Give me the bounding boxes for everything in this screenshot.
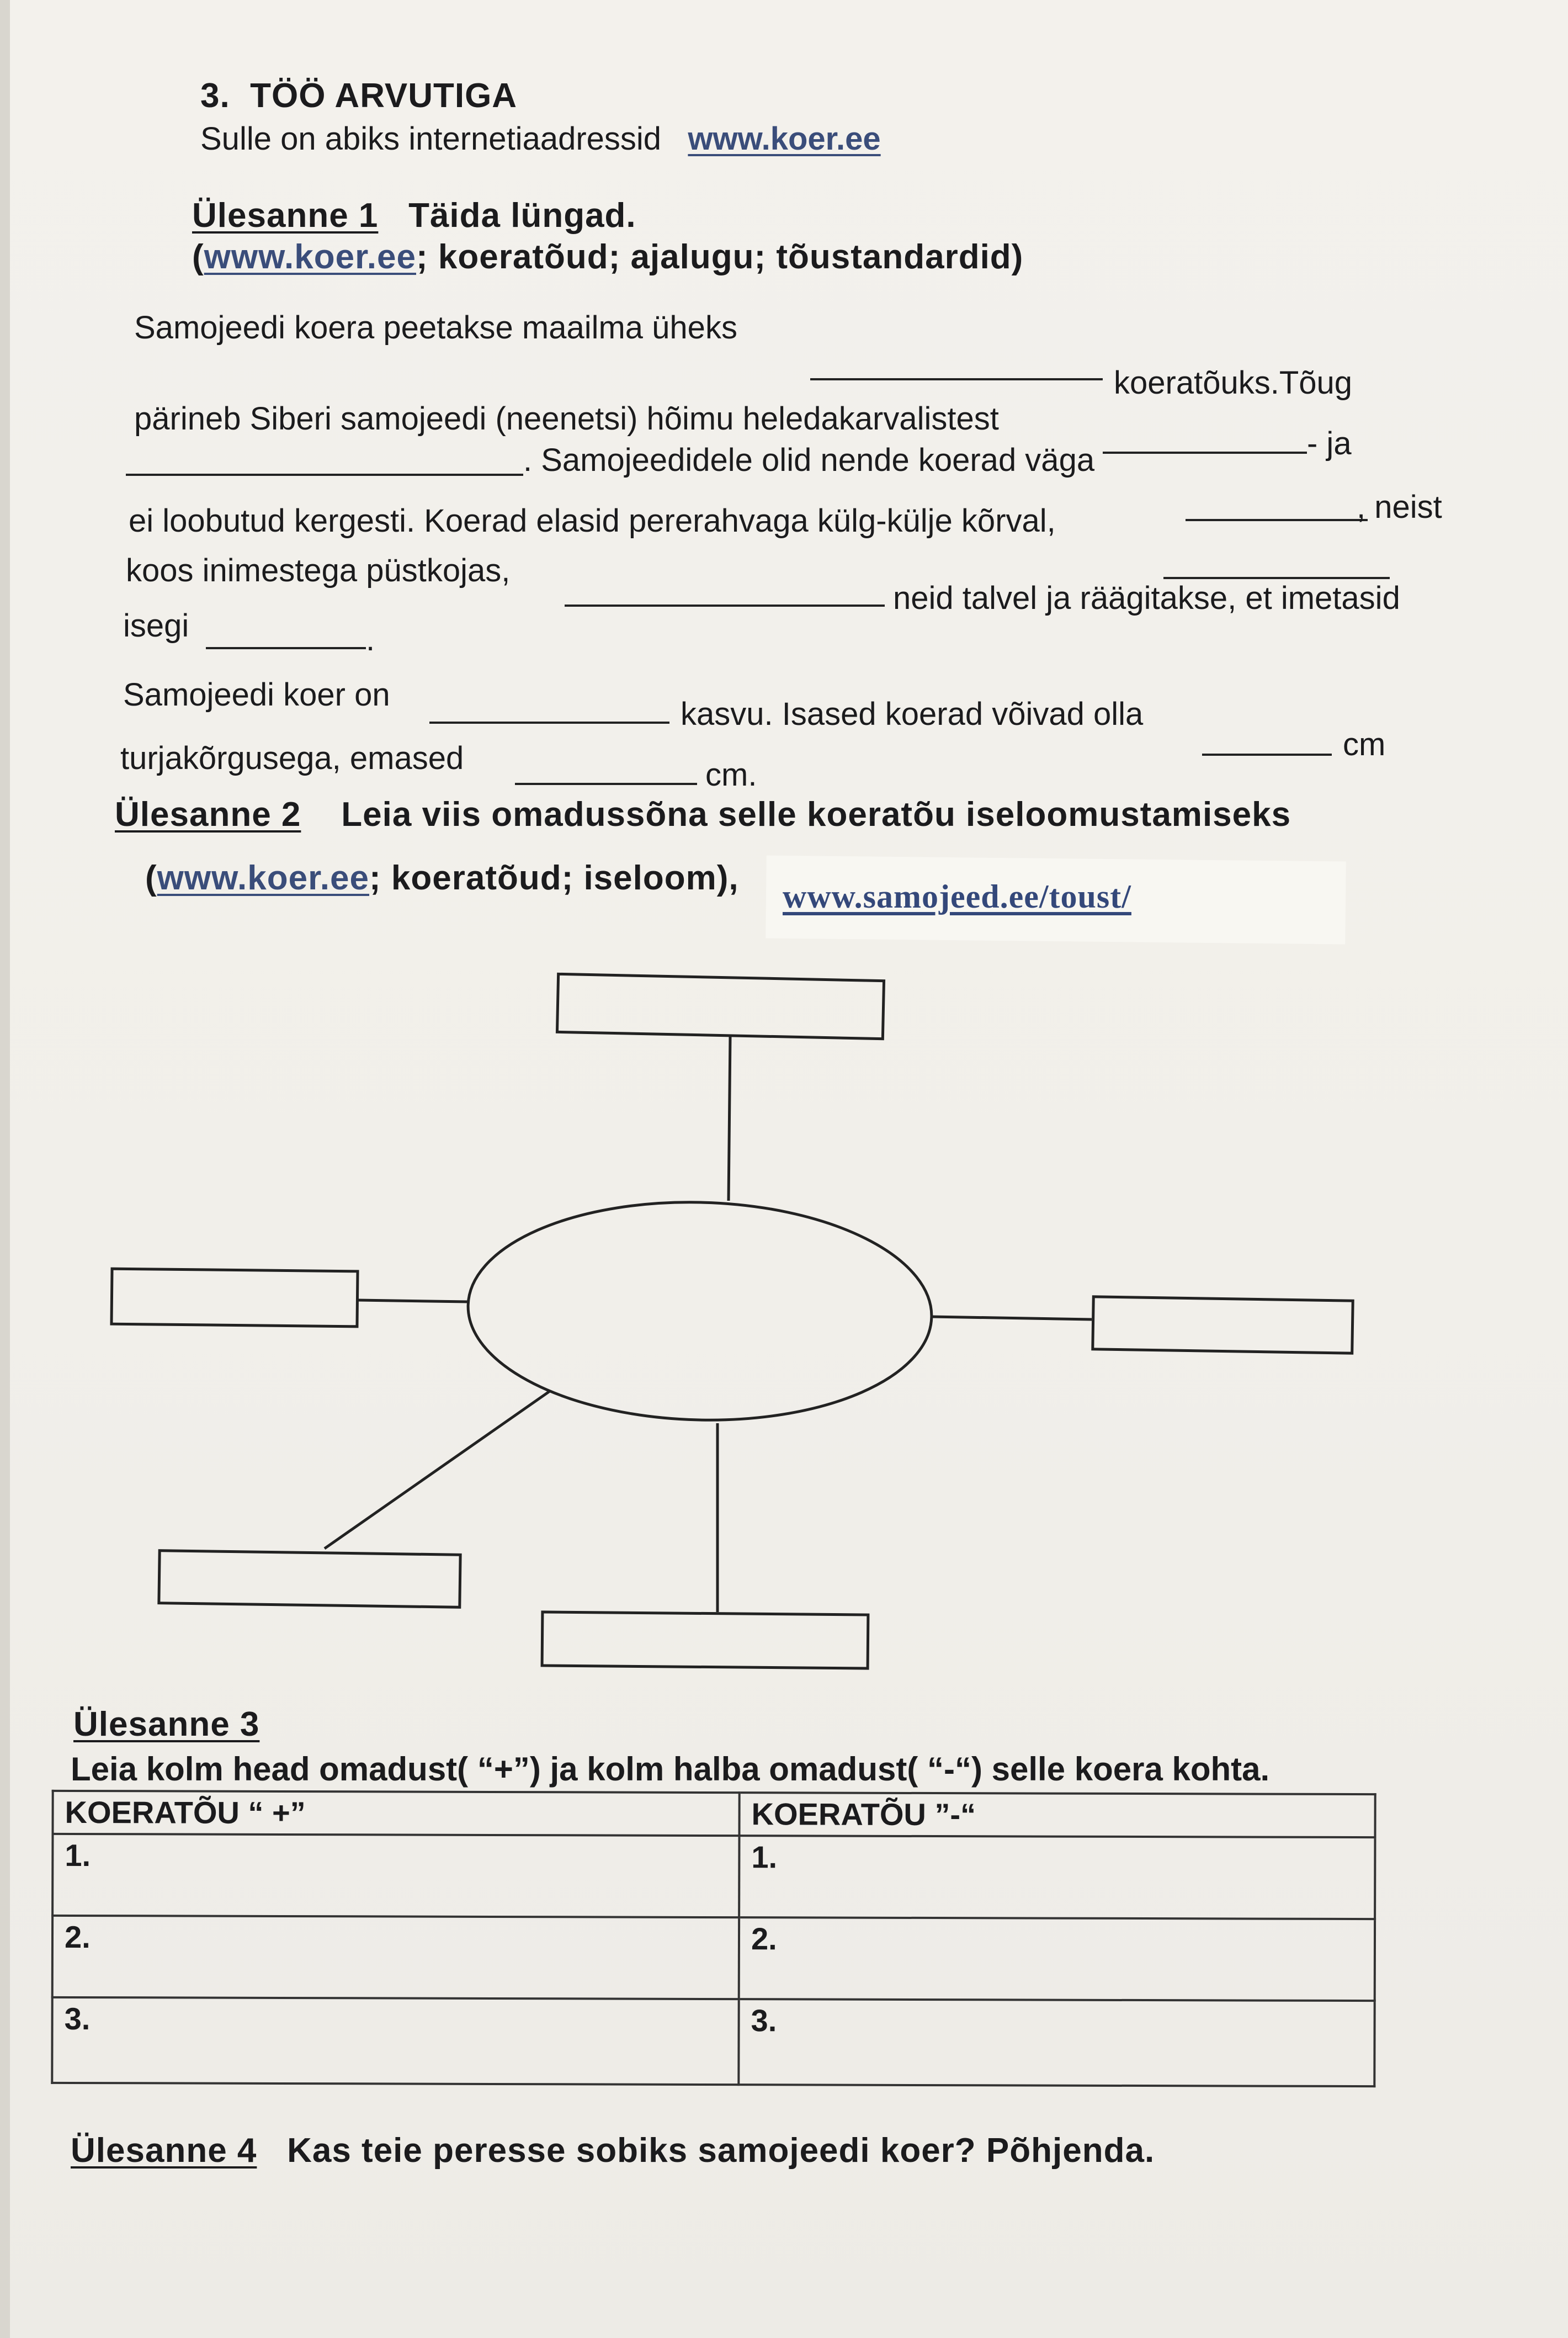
- p1-line5-end: neid talvel ja räägitakse, et imetasid: [893, 580, 1400, 616]
- task2-instruction: Leia viis omadussõna selle koeratõu iseloomustamiseks: [341, 796, 1291, 834]
- section-number: 3.: [200, 77, 230, 115]
- p2-line2-end: cm.: [705, 757, 757, 793]
- section-title: TÖÖ ARVUTIGA: [250, 77, 518, 115]
- connector-left: [358, 1300, 468, 1302]
- p1-line3-end: , neist: [1357, 489, 1442, 525]
- cell-negative-3[interactable]: 3.: [738, 1999, 1374, 2086]
- task4-question: Kas teie peresse sobiks samojeedi koer? Põhjenda.: [287, 2132, 1155, 2170]
- answer-box-bottom[interactable]: [541, 1610, 870, 1669]
- p2-line1-end: cm: [1343, 727, 1386, 762]
- traits-table: [51, 1790, 1376, 2087]
- p2-line2-start: turjakõrgusega, emased: [120, 740, 464, 776]
- header-negative: KOERATÕU ”-“: [739, 1793, 1375, 1837]
- p1-line3-start: . Samojeedidele olid nende koerad väga: [523, 442, 1095, 478]
- task2-source-link[interactable]: www.koer.ee: [157, 859, 369, 897]
- cell-positive-1[interactable]: 1.: [52, 1834, 739, 1917]
- answer-box-lower-left[interactable]: [157, 1549, 461, 1609]
- p1-line6-start: isegi: [123, 608, 189, 644]
- task2-label: Ülesanne 2: [115, 796, 301, 834]
- p2-line1-mid: kasvu. Isased koerad võivad olla: [681, 696, 1144, 732]
- answer-box-right[interactable]: [1091, 1295, 1354, 1354]
- task2-source-link2[interactable]: www.samojeed.ee/toust/: [783, 878, 1131, 915]
- table-row: [52, 1997, 1374, 2086]
- cell-negative-1[interactable]: 1.: [739, 1836, 1375, 1919]
- p1-line6-end: .: [366, 622, 375, 658]
- p1-line1-end: koeratõuks.Tõug: [1114, 365, 1353, 401]
- task1-source-path: ; koeratõud; ajalugu; tõustandardid): [416, 238, 1024, 276]
- task1-source: (www.koer.ee; koeratõud; ajalugu; tõustandardid): [192, 238, 1024, 276]
- p1-line2-end: - ja: [1307, 426, 1352, 462]
- p1-line5-start: koos inimestega püstkojas,: [126, 553, 511, 589]
- p1-line2-start: pärineb Siberi samojeedi (neenetsi) hõimu heledakarvalistest: [134, 401, 999, 437]
- p1-line4: ei loobutud kergesti. Koerad elasid pererahvaga külg-külje kõrval,: [129, 503, 1056, 539]
- task4-heading: [71, 2131, 1155, 2170]
- task1-source-link[interactable]: www.koer.ee: [204, 238, 416, 276]
- table-header-row: [52, 1791, 1375, 1837]
- answer-box-left[interactable]: [110, 1268, 359, 1328]
- task2-source: (www.koer.ee; koeratõud; iseloom),: [145, 859, 739, 897]
- task3-label-wrap: [73, 1705, 259, 1744]
- connector-right: [932, 1317, 1092, 1319]
- task3-instruction: Leia kolm head omadust( “+”) ja kolm halba omadust( “-“) selle koera kohta.: [71, 1751, 1270, 1788]
- answer-box-top[interactable]: [556, 973, 885, 1040]
- worksheet-page: [10, 0, 1568, 2338]
- cell-negative-2[interactable]: 2.: [739, 1917, 1375, 2001]
- cell-positive-3[interactable]: 3.: [52, 1997, 738, 2085]
- task2-source-path: ; koeratõud; iseloom),: [369, 859, 739, 897]
- intro-link[interactable]: www.koer.ee: [688, 121, 881, 157]
- p2-line1-start: Samojeedi koer on: [123, 677, 390, 713]
- connector-lower-left: [325, 1391, 550, 1549]
- task1-label: Ülesanne 1: [192, 197, 379, 235]
- p1-line1-start: Samojeedi koera peetakse maailma üheks: [134, 310, 737, 346]
- center-ellipse: [465, 1196, 934, 1426]
- intro-text: Sulle on abiks internetiaadressid: [200, 121, 662, 157]
- mind-map: [10, 0, 1568, 1711]
- table-row: [52, 1834, 1375, 1919]
- task3-label: Ülesanne 3: [73, 1705, 260, 1743]
- connector-top: [729, 1037, 730, 1201]
- task4-label: Ülesanne 4: [71, 2132, 257, 2170]
- task1-instruction: Täida lüngad.: [408, 197, 636, 235]
- table-row: [52, 1916, 1375, 2001]
- header-positive: KOERATÕU “ +”: [52, 1791, 739, 1836]
- cell-positive-2[interactable]: 2.: [52, 1916, 739, 1999]
